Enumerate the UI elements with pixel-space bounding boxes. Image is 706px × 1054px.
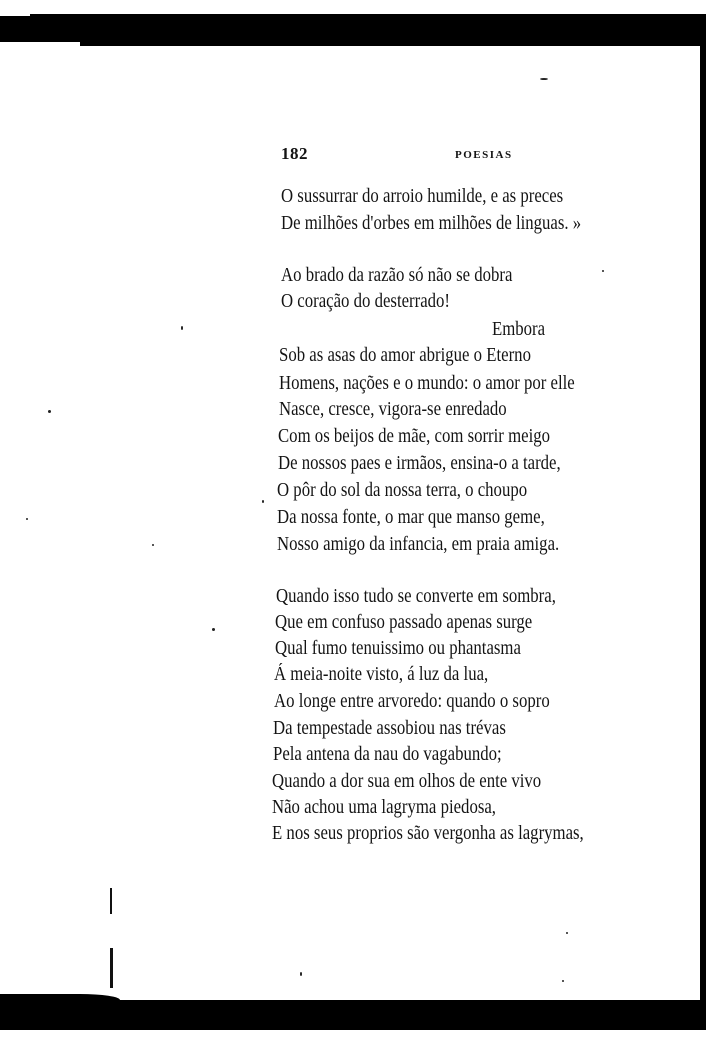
binding-mark (110, 948, 113, 988)
paper-speck (540, 78, 548, 80)
poem-line: Quando a dor sua em olhos de ente vivo (272, 771, 542, 792)
paper-speck (212, 628, 215, 631)
poem-line: De nossos paes e irmãos, ensina-o a tarde, (278, 453, 561, 474)
paper-speck (562, 980, 564, 982)
poem-line: Quando isso tudo se converte em sombra, (276, 586, 556, 607)
poem-line: Sob as asas do amor abrigue o Eterno (279, 345, 531, 366)
paper-speck (181, 326, 183, 330)
poem-line: E nos seus proprios são vergonha as lagrymas, (272, 823, 584, 844)
paper-speck (152, 544, 154, 546)
poem-line: O pôr do sol da nossa terra, o choupo (277, 480, 528, 501)
poem-line: Á meia-noite visto, á luz da lua, (274, 664, 489, 685)
scan-top-rule (80, 42, 706, 46)
poem-line: Nasce, cresce, vigora-se enredado (279, 399, 507, 420)
poem-line: Homens, nações e o mundo: o amor por elle (279, 373, 575, 394)
page-number: 182 (281, 144, 308, 163)
paper-speck (262, 500, 264, 503)
poem-line: Da nossa fonte, o mar que manso geme, (277, 507, 545, 528)
binding-mark (110, 888, 112, 914)
poem-line: Embora (492, 319, 546, 340)
running-head: POESIAS (455, 149, 513, 161)
poem-line: Ao brado da razão só não se dobra (281, 265, 513, 286)
poem-line: O coração do desterrado! (281, 291, 451, 312)
poem-line: Da tempestade assobiou nas trévas (273, 718, 506, 739)
scan-bottom-border (0, 1000, 706, 1030)
poem-line: Não achou uma lagryma piedosa, (272, 797, 496, 818)
scan-right-border (700, 14, 706, 1014)
poem-line: De milhões d'orbes em milhões de linguas. » (281, 213, 582, 234)
paper-speck (26, 518, 28, 520)
scan-top-left-notch (0, 0, 30, 16)
poem-line: Com os beijos de mãe, com sorrir meigo (278, 426, 551, 447)
poem-line: O sussurrar do arroio humilde, e as preces (281, 186, 564, 207)
poem-line: Que em confuso passado apenas surge (275, 612, 533, 633)
paper-speck (602, 270, 604, 272)
paper-speck (300, 972, 302, 976)
paper-speck (48, 410, 51, 413)
paper-speck (566, 932, 568, 934)
poem-line: Pela antena da nau do vagabundo; (273, 744, 502, 765)
poem-line: Qual fumo tenuissimo ou phantasma (275, 638, 521, 659)
scan-top-border (0, 14, 706, 42)
poem-line: Ao longe entre arvoredo: quando o sopro (274, 691, 550, 712)
poem-line: Nosso amigo da infancia, em praia amiga. (277, 534, 560, 555)
